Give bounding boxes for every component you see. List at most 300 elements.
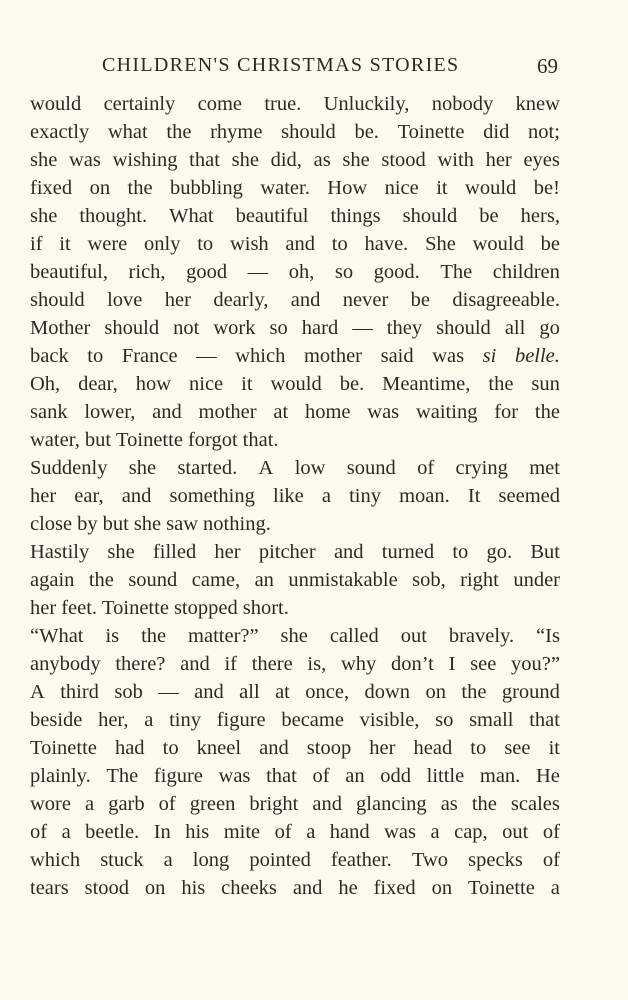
text-line	[30, 258, 560, 286]
running-header	[30, 48, 560, 84]
word: and	[285, 233, 316, 255]
word: anybody	[30, 653, 101, 675]
word: she	[30, 149, 58, 171]
word: exactly	[30, 121, 90, 143]
word: the	[141, 625, 167, 647]
word: filled	[152, 541, 197, 563]
word: did,	[270, 149, 302, 171]
word: I	[448, 653, 456, 675]
text-line	[30, 398, 560, 426]
word: lower,	[84, 401, 136, 423]
word: so	[269, 317, 288, 339]
text-line	[30, 146, 560, 174]
text-line	[30, 622, 560, 650]
word: back	[30, 345, 69, 367]
word: to	[87, 345, 104, 367]
word: her	[214, 541, 241, 563]
word: tiny	[169, 709, 201, 731]
word: In	[153, 821, 171, 843]
word: never	[342, 289, 389, 311]
word: —	[196, 345, 217, 367]
word: became	[281, 709, 344, 731]
word: head	[413, 737, 453, 759]
word: her	[30, 597, 57, 619]
word: matter?”	[188, 625, 259, 647]
word: sun	[531, 373, 560, 395]
word: Unluckily,	[323, 93, 410, 115]
word: and	[152, 401, 182, 423]
word: the	[127, 177, 153, 199]
word: wish	[229, 233, 269, 255]
word: stuck	[100, 849, 144, 871]
word: was	[218, 765, 251, 787]
word: out	[502, 821, 529, 843]
word: if	[224, 653, 237, 675]
word: But	[530, 541, 560, 563]
word: A	[30, 681, 45, 703]
word: an	[345, 765, 365, 787]
word: there	[251, 653, 293, 675]
word: and	[180, 653, 210, 675]
word: sob,	[412, 569, 446, 591]
word: so	[334, 261, 354, 283]
word: sank	[30, 401, 68, 423]
word: thought.	[79, 205, 148, 227]
text-line	[30, 594, 560, 622]
word: under	[513, 569, 560, 591]
word: her	[369, 737, 396, 759]
word: be.	[339, 373, 365, 395]
text-line	[30, 678, 560, 706]
word: plainly.	[30, 765, 91, 787]
word: beside	[30, 709, 83, 731]
word: came,	[191, 569, 241, 591]
word: her,	[98, 709, 129, 731]
word: of	[417, 457, 435, 479]
word: at	[275, 681, 290, 703]
word: should	[436, 317, 491, 339]
word: that	[266, 765, 297, 787]
word: seemed	[498, 485, 560, 507]
text-line	[30, 454, 560, 482]
word: bright	[249, 793, 299, 815]
word: she	[280, 625, 308, 647]
word: water.	[260, 177, 310, 199]
word: feather.	[330, 849, 392, 871]
word: bravely.	[448, 625, 515, 647]
word: all	[504, 317, 526, 339]
word: if	[30, 233, 43, 255]
word: and	[333, 541, 364, 563]
word: little	[426, 765, 465, 787]
word: children	[492, 261, 560, 283]
word: garb	[108, 793, 145, 815]
word: is,	[307, 653, 327, 675]
word: Suddenly	[30, 457, 108, 479]
word: close	[30, 513, 73, 535]
word: stoop	[306, 737, 352, 759]
word: hand	[329, 821, 370, 843]
word: like	[273, 485, 304, 507]
word: beautiful,	[30, 261, 108, 283]
word: she	[30, 205, 58, 227]
word: mother	[198, 401, 257, 423]
text-line	[30, 370, 560, 398]
word: of	[30, 821, 48, 843]
word: mother	[303, 345, 363, 367]
word: cheeks	[221, 877, 277, 899]
word: small	[469, 709, 514, 731]
word: water,	[30, 429, 80, 451]
word: to	[452, 541, 469, 563]
word: be	[540, 233, 560, 255]
word: kneel	[196, 737, 242, 759]
text-line	[30, 286, 560, 314]
word: out	[400, 625, 427, 647]
word: which	[235, 345, 286, 367]
word: is	[105, 625, 120, 647]
word: would	[30, 93, 82, 115]
word: A	[258, 457, 274, 479]
word: at	[273, 401, 289, 423]
word: was	[69, 149, 101, 171]
word: tiny	[349, 485, 381, 507]
word: Mother	[30, 317, 91, 339]
word: the	[534, 401, 560, 423]
word: of	[542, 849, 560, 871]
word: things	[330, 205, 381, 227]
word: why	[340, 653, 377, 675]
word: How	[327, 177, 368, 199]
word: cap,	[454, 821, 488, 843]
word: would	[465, 177, 517, 199]
word: Toinette	[30, 737, 97, 759]
word: He	[535, 765, 560, 787]
word: was	[384, 821, 417, 843]
word: and	[259, 737, 289, 759]
text-line	[30, 762, 560, 790]
word: scales	[510, 793, 560, 815]
word: third	[60, 681, 99, 703]
word: by	[77, 513, 98, 535]
word: what	[107, 121, 148, 143]
text-line	[30, 874, 560, 902]
word: as	[313, 149, 331, 171]
word: they	[386, 317, 423, 339]
word: Two	[411, 849, 449, 871]
word: dear,	[78, 373, 118, 395]
word: unmistakable	[288, 569, 398, 591]
word: to	[470, 737, 487, 759]
word: and	[121, 485, 152, 507]
word: were	[87, 233, 128, 255]
word: only	[144, 233, 181, 255]
word: of	[312, 765, 330, 787]
word: oh,	[288, 261, 315, 283]
word: a	[144, 709, 154, 731]
text-line	[30, 230, 560, 258]
word: see	[504, 737, 531, 759]
word: stood	[84, 877, 130, 899]
word: she	[128, 457, 157, 479]
text-line	[30, 818, 560, 846]
word: his	[185, 821, 210, 843]
word: hard	[301, 317, 339, 339]
word: love	[107, 289, 143, 311]
word: it	[241, 373, 253, 395]
word: a	[61, 821, 71, 843]
body-text	[30, 90, 560, 902]
word: ground	[501, 681, 560, 703]
word: the	[166, 121, 192, 143]
word: hers,	[520, 205, 560, 227]
word: not	[173, 317, 200, 339]
word: her	[485, 149, 512, 171]
text-line	[30, 314, 560, 342]
word: should	[281, 121, 336, 143]
word: long	[192, 849, 230, 871]
word: “What	[30, 625, 84, 647]
word: nobody	[431, 93, 494, 115]
word: eyes	[523, 149, 560, 171]
word: should	[104, 317, 160, 339]
word: ear,	[74, 485, 104, 507]
word: odd	[380, 765, 411, 787]
word: did	[483, 121, 510, 143]
word: Toinette	[397, 121, 465, 143]
word: once,	[305, 681, 350, 703]
word: an	[254, 569, 274, 591]
word: again	[30, 569, 75, 591]
word: wore	[30, 793, 71, 815]
word: rhyme	[210, 121, 263, 143]
word: don’t	[390, 653, 434, 675]
word: —	[247, 261, 269, 283]
word: it	[59, 233, 71, 255]
word: the	[488, 373, 514, 395]
word: tears	[30, 877, 69, 899]
word: would	[472, 233, 524, 255]
word: to	[197, 233, 214, 255]
word: on	[431, 877, 453, 899]
word: how	[135, 373, 172, 395]
word: good	[186, 261, 228, 283]
word: be.	[354, 121, 379, 143]
word: specks	[468, 849, 523, 871]
text-line	[30, 566, 560, 594]
word: Toinette	[102, 597, 169, 619]
text-line	[30, 650, 560, 678]
word: had	[114, 737, 145, 759]
word: but	[84, 429, 112, 451]
word: of	[274, 821, 292, 843]
text-line	[30, 174, 560, 202]
word: that.	[242, 429, 279, 451]
word: nice	[189, 373, 224, 395]
word: on	[89, 177, 111, 199]
word: she	[231, 149, 259, 171]
word: something	[169, 485, 255, 507]
text-line	[30, 342, 560, 370]
word: be!	[533, 177, 560, 199]
word: called	[329, 625, 379, 647]
word: a	[85, 793, 95, 815]
word: true.	[264, 93, 302, 115]
word: low	[294, 457, 326, 479]
text-line	[30, 538, 560, 566]
word: be	[479, 205, 499, 227]
word: man.	[479, 765, 521, 787]
word: that	[189, 149, 220, 171]
word: Meantime,	[382, 373, 471, 395]
word: to	[162, 737, 179, 759]
word: with	[437, 149, 474, 171]
word: sob	[114, 681, 143, 703]
word: of	[158, 793, 176, 815]
word: it	[436, 177, 448, 199]
text-line	[30, 202, 560, 230]
word: and	[194, 681, 224, 703]
word: certainly	[103, 93, 176, 115]
word: Toinette	[116, 429, 183, 451]
word: dearly,	[213, 289, 269, 311]
word: go	[539, 317, 560, 339]
word: knew	[515, 93, 560, 115]
text-line	[30, 90, 560, 118]
word: sound	[128, 569, 178, 591]
text-line	[30, 510, 560, 538]
word: green	[189, 793, 236, 815]
word: come	[197, 93, 242, 115]
word: France	[121, 345, 178, 367]
word: a	[306, 821, 316, 843]
word: said	[380, 345, 414, 367]
word: be	[410, 289, 431, 311]
text-line	[30, 790, 560, 818]
book-page	[30, 48, 560, 902]
word: of	[542, 821, 560, 843]
word: as	[440, 793, 458, 815]
word: the	[471, 793, 497, 815]
word: all	[239, 681, 260, 703]
word: go.	[486, 541, 513, 563]
word: so	[435, 709, 454, 731]
word: not;	[528, 121, 560, 143]
word: right	[460, 569, 499, 591]
word: she	[133, 513, 162, 535]
word: on	[425, 681, 446, 703]
word: that	[529, 709, 560, 731]
word: good.	[373, 261, 420, 283]
word: The	[440, 261, 473, 283]
word: and	[292, 877, 323, 899]
word: “Is	[536, 625, 560, 647]
text-line	[30, 482, 560, 510]
word: met	[529, 457, 560, 479]
word: should	[30, 289, 85, 311]
word: on	[144, 877, 166, 899]
word: Hastily	[30, 541, 90, 563]
word: see	[470, 653, 497, 675]
text-line	[30, 706, 560, 734]
text-line	[30, 118, 560, 146]
word: should	[402, 205, 458, 227]
word: it	[548, 737, 560, 759]
word: you?”	[511, 653, 560, 675]
running-title: CHILDREN'S CHRISTMAS STORIES	[102, 54, 460, 76]
word: waiting	[415, 401, 478, 423]
word: figure	[216, 709, 266, 731]
word: stopped	[173, 597, 238, 619]
word: —	[352, 317, 373, 339]
word: the	[88, 569, 114, 591]
word: home	[304, 401, 351, 423]
word: to	[331, 233, 348, 255]
word: figure	[153, 765, 203, 787]
word: stood	[381, 149, 426, 171]
word: saw	[166, 513, 199, 535]
word: What	[169, 205, 214, 227]
word: beautiful	[235, 205, 309, 227]
word: beetle.	[85, 821, 140, 843]
word: si	[482, 345, 497, 367]
word: would	[270, 373, 322, 395]
word: forgot	[187, 429, 238, 451]
word: he	[338, 877, 358, 899]
text-line	[30, 734, 560, 762]
word: She	[425, 233, 456, 255]
word: her	[164, 289, 191, 311]
word: —	[158, 681, 179, 703]
word: the	[461, 681, 487, 703]
word: but	[102, 513, 129, 535]
word: fixed	[373, 877, 416, 899]
word: moan.	[399, 485, 450, 507]
word: sound	[346, 457, 396, 479]
word: for	[494, 401, 519, 423]
word: crying	[455, 457, 508, 479]
word: Oh,	[30, 373, 61, 395]
word: bubbling	[169, 177, 243, 199]
text-line	[30, 426, 560, 454]
word: The	[106, 765, 139, 787]
word: she	[342, 149, 370, 171]
page-number: 69	[537, 54, 558, 78]
word: It	[467, 485, 481, 507]
word: belle.	[514, 345, 560, 367]
word: fixed	[30, 177, 73, 199]
word: and	[312, 793, 342, 815]
word: which	[30, 849, 81, 871]
word: there?	[115, 653, 166, 675]
word: a	[163, 849, 173, 871]
word: have.	[364, 233, 409, 255]
word: mite	[223, 821, 261, 843]
word: work	[213, 317, 256, 339]
word: feet.	[61, 597, 98, 619]
word: Toinette	[467, 877, 535, 899]
word: rich,	[128, 261, 166, 283]
text-line	[30, 846, 560, 874]
word: a	[321, 485, 331, 507]
word: her	[30, 485, 57, 507]
word: disagreeable.	[452, 289, 560, 311]
word: and	[290, 289, 321, 311]
word: pitcher	[258, 541, 316, 563]
word: she	[107, 541, 135, 563]
word: nothing.	[203, 513, 271, 535]
word: wishing	[112, 149, 178, 171]
